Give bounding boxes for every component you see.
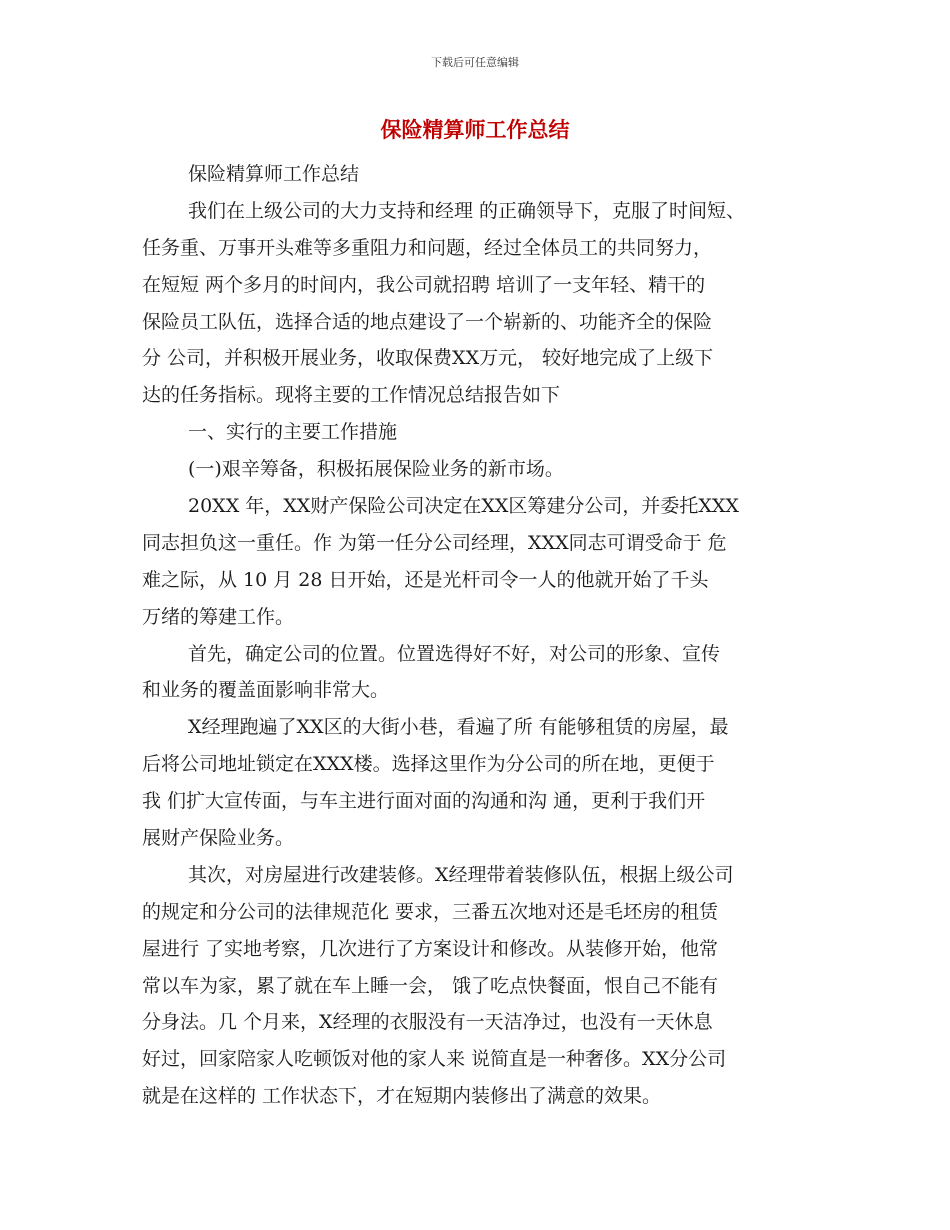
body-line: 达的任务指标。现将主要的工作情况总结报告如下	[142, 384, 561, 407]
body-line: 保险员工队伍，选择合适的地点建设了一个崭新的、功能齐全的保险	[142, 310, 713, 333]
body-line: 分 公司，并积极开展业务，收取保费XX万元， 较好地完成了上级下	[142, 347, 714, 370]
body-line: 首先，确定公司的位置。位置选得好不好，对公司的形象、宣传	[188, 642, 721, 665]
body-line: 任务重、万事开头难等多重阻力和问题，经过全体员工的共同努力，	[142, 236, 713, 259]
page-header-note: 下载后可任意编辑	[431, 56, 519, 69]
body-line: 在短短 两个多月的时间内，我公司就招聘 培训了一支年轻、精干的	[142, 273, 706, 296]
body-line: 和业务的覆盖面影响非常大。	[142, 679, 390, 702]
body-line: 万绪的筹建工作。	[142, 605, 295, 628]
body-line: 就是在这样的 工作状态下，才在短期内装修出了满意的效果。	[142, 1085, 662, 1108]
body-line: 同志担负这一重任。作 为第一任分公司经理，XXX同志可谓受命于 危	[142, 531, 727, 554]
body-line: 后将公司地址锁定在XXX楼。选择这里作为分公司的所在地，更便于	[142, 753, 715, 776]
body-line: 屋进行 了实地考察，几次进行了方案设计和修改。从装修开始，他常	[142, 937, 719, 960]
body-line: X经理跑遍了XX区的大街小巷，看遍了所 有能够租赁的房屋，最	[188, 716, 729, 739]
body-line: 难之际，从 10 月 28 日开始，还是光杆司令一人的他就开始了千头	[142, 568, 709, 591]
document-title: 保险精算师工作总结	[380, 118, 570, 142]
body-line: 的规定和分公司的法律规范化 要求，三番五次地对还是毛坯房的租赁	[142, 900, 719, 923]
body-line: 其次，对房屋进行改建装修。X经理带着装修队伍，根据上级公司	[188, 863, 734, 886]
body-line: 常以车为家，累了就在车上睡一会， 饿了吃点快餐面，恨自己不能有	[142, 974, 719, 997]
body-line: (一)艰辛筹备，积极拓展保险业务的新市场。	[188, 458, 564, 481]
body-line: 保险精算师工作总结	[188, 163, 360, 185]
body-line: 好过，回家陪家人吃顿饭对他的家人来 说简直是一种奢侈。XX分公司	[142, 1048, 727, 1071]
body-line: 我 们扩大宣传面，与车主进行面对面的沟通和沟 通，更利于我们开	[142, 790, 706, 813]
body-line: 一、实行的主要工作措施	[188, 421, 398, 444]
body-line: 展财产保险业务。	[142, 827, 295, 850]
body-line: 分身法。几 个月来，X经理的衣服没有一天洁净过，也没有一天休息	[142, 1011, 713, 1034]
document-body	[142, 156, 812, 1115]
body-line: 我们在上级公司的大力支持和经理 的正确领导下，克服了时间短、	[188, 199, 746, 222]
body-line: 20XX 年，XX财产保险公司决定在XX区筹建分公司，并委托XXX	[188, 495, 739, 518]
